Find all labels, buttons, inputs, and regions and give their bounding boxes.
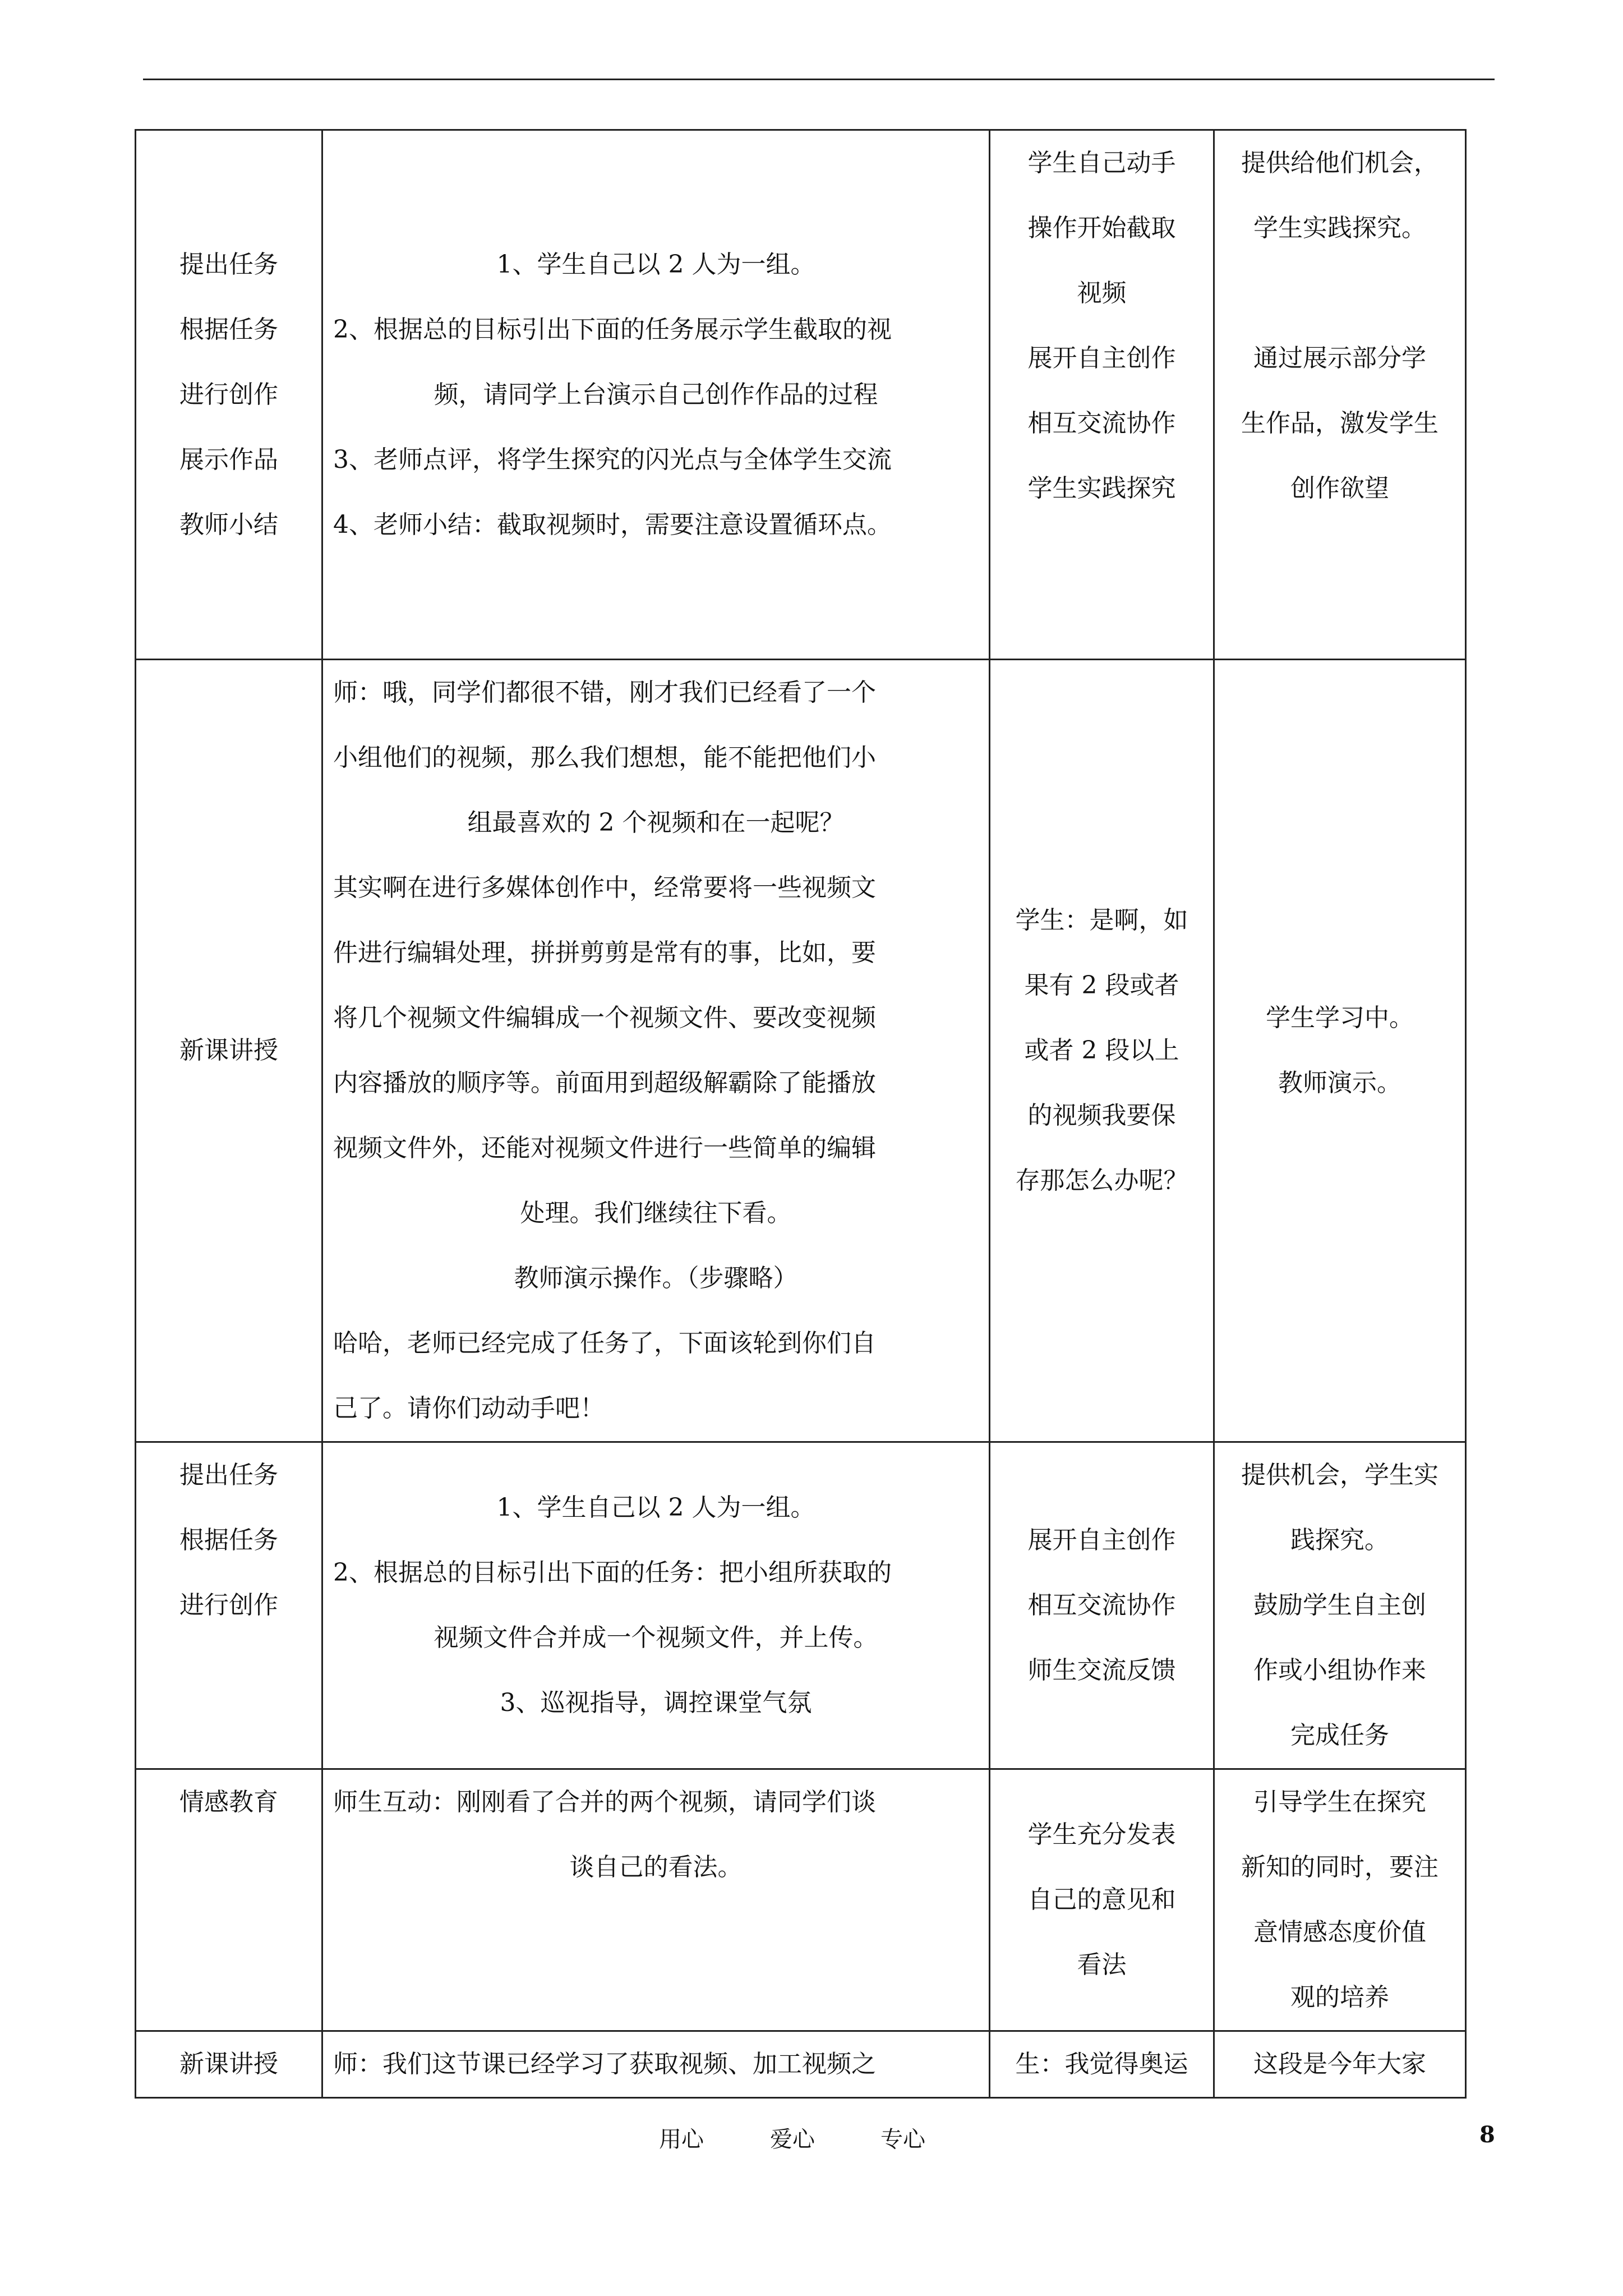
stage-text: 情感教育 xyxy=(179,1788,278,1816)
intent-text: 鼓励学生自主创 xyxy=(1253,1591,1426,1619)
student-text: 视频 xyxy=(1077,279,1127,307)
teacher-text: 1、学生自己以 2 人为一组。 xyxy=(496,250,815,279)
intent-text: 创作欲望 xyxy=(1290,474,1389,503)
footer-motto-left: 用心 xyxy=(659,2127,704,2152)
design-intent-cell xyxy=(1214,2031,1466,2098)
table-row xyxy=(136,2031,1466,2098)
teacher-text: 小组他们的视频，那么我们想想，能不能把他们小 xyxy=(333,743,876,772)
student-text: 果有 2 段或者 xyxy=(1024,971,1179,1000)
stage-cell xyxy=(136,1769,322,2031)
stage-cell xyxy=(136,660,322,1442)
table-row xyxy=(136,130,1466,660)
stage-text: 展示作品 xyxy=(179,445,278,474)
footer-motto-middle: 爱心 xyxy=(770,2127,815,2152)
intent-text: 通过展示部分学 xyxy=(1253,344,1426,372)
student-text: 展开自主创作 xyxy=(1027,1526,1176,1554)
footer-motto-right: 专心 xyxy=(880,2127,925,2152)
student-text: 看法 xyxy=(1077,1950,1127,1979)
stage-text: 新课讲授 xyxy=(179,1036,278,1065)
student-text: 相互交流协作 xyxy=(1027,409,1176,438)
lesson-plan-table xyxy=(135,129,1467,2099)
teacher-text: 2、根据总的目标引出下面的任务展示学生截取的视 xyxy=(333,315,892,344)
intent-text: 生作品，激发学生 xyxy=(1241,409,1438,438)
table-row xyxy=(136,1769,1466,2031)
teacher-text: 师：哦，同学们都很不错，刚才我们已经看了一个 xyxy=(333,678,876,707)
header-rule xyxy=(143,79,1495,80)
teacher-text: 3、老师点评，将学生探究的闪光点与全体学生交流 xyxy=(333,445,892,474)
intent-text: 完成任务 xyxy=(1290,1721,1389,1750)
teacher-text: 处理。我们继续往下看。 xyxy=(520,1199,792,1227)
student-activity-cell xyxy=(990,2031,1214,2098)
teacher-text: 视频文件合并成一个视频文件，并上传。 xyxy=(434,1623,878,1652)
stage-text: 提出任务 xyxy=(179,250,278,279)
teacher-text: 将几个视频文件编辑成一个视频文件、要改变视频 xyxy=(333,1004,876,1032)
design-intent-cell xyxy=(1214,1769,1466,2031)
teacher-text: 4、老师小结：截取视频时，需要注意设置循环点。 xyxy=(333,510,892,539)
intent-text: 新知的同时，要注 xyxy=(1241,1853,1438,1881)
teacher-text: 1、学生自己以 2 人为一组。 xyxy=(496,1493,815,1522)
stage-text: 根据任务 xyxy=(179,1526,278,1554)
intent-text: 教师演示。 xyxy=(1278,1069,1401,1097)
stage-text: 进行创作 xyxy=(179,380,278,409)
intent-text: 意情感态度价值 xyxy=(1253,1918,1426,1947)
teacher-text: 频，请同学上台演示自己创作作品的过程 xyxy=(434,380,878,409)
intent-text: 提供机会，学生实 xyxy=(1241,1461,1438,1489)
stage-text: 进行创作 xyxy=(179,1591,278,1619)
student-activity-cell xyxy=(990,130,1214,660)
teacher-activity-cell xyxy=(322,1442,990,1769)
student-text: 学生充分发表 xyxy=(1027,1820,1176,1849)
stage-cell xyxy=(136,130,322,660)
teacher-text: 己了。请你们动动手吧！ xyxy=(333,1394,605,1423)
page-footer xyxy=(0,2122,1623,2155)
teacher-text: 组最喜欢的 2 个视频和在一起呢？ xyxy=(467,808,845,837)
student-text: 生：我觉得奥运 xyxy=(1015,2050,1188,2078)
student-text: 自己的意见和 xyxy=(1027,1885,1176,1914)
student-text: 展开自主创作 xyxy=(1027,344,1176,372)
stage-text: 提出任务 xyxy=(179,1461,278,1489)
design-intent-cell xyxy=(1214,660,1466,1442)
student-text: 或者 2 段以上 xyxy=(1024,1036,1179,1065)
student-text: 学生自己动手 xyxy=(1027,149,1176,177)
table-row xyxy=(136,1442,1466,1769)
intent-text: 提供给他们机会， xyxy=(1241,149,1438,177)
intent-text: 学生实践探究。 xyxy=(1253,214,1426,242)
student-text: 学生：是啊，如 xyxy=(1015,906,1188,935)
teacher-activity-cell xyxy=(322,130,990,660)
design-intent-cell xyxy=(1214,1442,1466,1769)
student-text: 师生交流反馈 xyxy=(1027,1656,1176,1685)
teacher-activity-cell xyxy=(322,2031,990,2098)
teacher-text: 谈自己的看法。 xyxy=(569,1853,743,1881)
teacher-text: 教师演示操作。（步骤略） xyxy=(514,1264,798,1292)
teacher-text: 其实啊在进行多媒体创作中，经常要将一些视频文 xyxy=(333,873,876,902)
table-row xyxy=(136,660,1466,1442)
stage-text: 新课讲授 xyxy=(179,2050,278,2078)
student-text: 操作开始截取 xyxy=(1027,214,1176,242)
design-intent-cell xyxy=(1214,130,1466,660)
student-activity-cell xyxy=(990,660,1214,1442)
stage-text: 教师小结 xyxy=(179,510,278,539)
intent-text: 作或小组协作来 xyxy=(1253,1656,1426,1685)
teacher-text: 哈哈，老师已经完成了任务了，下面该轮到你们自 xyxy=(333,1329,876,1358)
student-text: 的视频我要保 xyxy=(1027,1101,1176,1130)
teacher-text: 3、巡视指导，调控课堂气氛 xyxy=(500,1688,812,1717)
student-text: 存那怎么办呢？ xyxy=(1015,1166,1188,1195)
student-text: 相互交流协作 xyxy=(1027,1591,1176,1619)
stage-cell xyxy=(136,1442,322,1769)
intent-text: 学生学习中。 xyxy=(1266,1004,1414,1032)
page-number: 8 xyxy=(1479,2122,1495,2148)
teacher-text: 2、根据总的目标引出下面的任务：把小组所获取的 xyxy=(333,1558,892,1587)
intent-text: 践探究。 xyxy=(1290,1526,1389,1554)
student-activity-cell xyxy=(990,1769,1214,2031)
teacher-activity-cell xyxy=(322,1769,990,2031)
student-text: 学生实践探究 xyxy=(1027,474,1176,503)
teacher-text: 内容播放的顺序等。前面用到超级解霸除了能播放 xyxy=(333,1069,876,1097)
teacher-text: 师：我们这节课已经学习了获取视频、加工视频之 xyxy=(333,2050,876,2078)
teacher-text: 师生互动：刚刚看了合并的两个视频，请同学们谈 xyxy=(333,1788,876,1816)
teacher-text: 件进行编辑处理，拼拼剪剪是常有的事，比如，要 xyxy=(333,938,876,967)
intent-text: 引导学生在探究 xyxy=(1253,1788,1426,1816)
intent-text: 观的培养 xyxy=(1290,1983,1389,2012)
teacher-text: 视频文件外，还能对视频文件进行一些简单的编辑 xyxy=(333,1134,876,1162)
intent-text: 这段是今年大家 xyxy=(1253,2050,1426,2078)
teacher-activity-cell xyxy=(322,660,990,1442)
stage-text: 根据任务 xyxy=(179,315,278,344)
student-activity-cell xyxy=(990,1442,1214,1769)
stage-cell xyxy=(136,2031,322,2098)
